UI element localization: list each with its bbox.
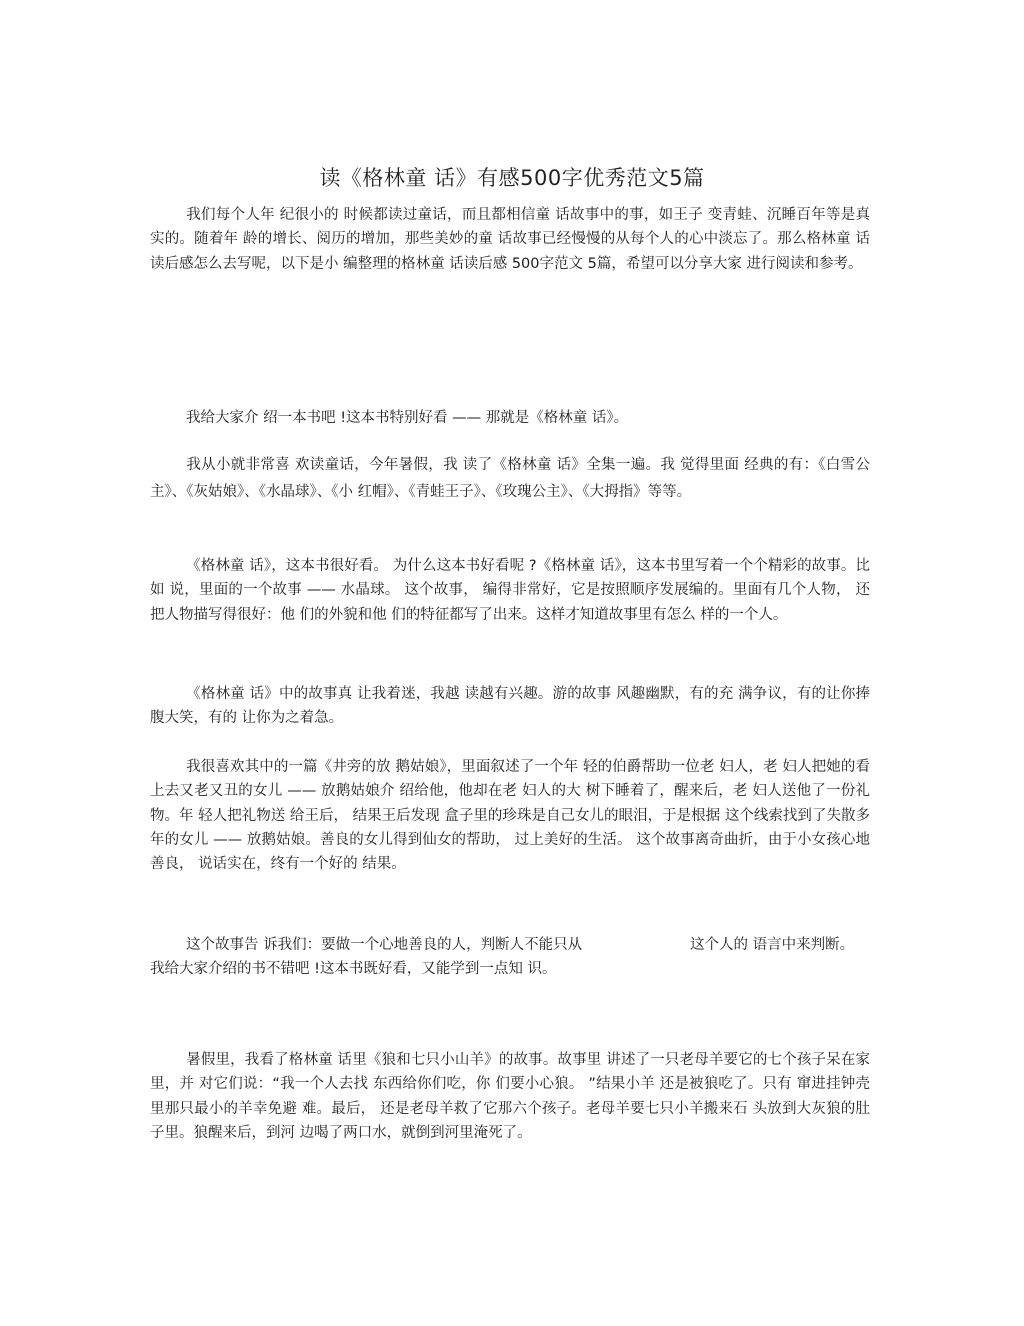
paragraph-5-text: 我很喜欢其中的一篇《井旁的放 鹅姑娘》，里面叙述了一个年 轻的伯爵帮助一位老 妇人，老 妇人把她的看上去又老又丑的女儿 —— 放鹅姑娘介 绍给他，他却在老 妇人的大 树下睡着了，醒来后，老 妇人送他了一份礼物。年 轻人把礼物送 给王后， 结果王后发现 盒子里的珍珠是自己女儿的眼泪，于是根据 这个线索找到了失散多年的女儿 —— 放鹅姑娘。善良的女儿得到仙女的帮助， 过上美好的生活。 这个故事离奇曲折，由于小女孩心地善良， 说话实在，终有一个好的 结果。	[150, 759, 870, 873]
paragraph-2	[150, 452, 870, 506]
paragraph-1	[150, 406, 870, 430]
paragraph-3-text: 《格林童 话》，这本书很好看。 为什么这本书好看呢 ?《格林童 话》，这本书里写着一个个精彩的故事。比如 说，里面的一个故事 —— 水晶球。 这个故事， 编得非常好，它是按照顺序发展编的。里面有几个人物， 还把人物描写得很好：他 们的外貌和他 们的特征都写了出来。这样才知道故事里有怎么 样的一个人。	[150, 558, 870, 623]
intro-text: 我们每个人年 纪很小的 时候都读过童话，而且都相信童 话故事中的事，如王子 变青蛙、沉睡百年等是真 实的。随着年 龄的增长、阅历的增加，那些美妙的童 话故事已经慢慢的从每个人的心中淡忘了。那么格林童 话读后感怎么去写呢，以下是小 编整理的格林童 话读后感 500字范文 5篇，希望可以分享大家 进行阅读和参考。	[150, 207, 870, 272]
paragraph-1-text: 我给大家介 绍一本书吧 !这本书特别好看 —— 那就是《格林童 话》。	[186, 410, 629, 426]
paragraph-4	[150, 682, 870, 731]
paragraph-7	[150, 1048, 870, 1145]
paragraph-6-line-2: 我给大家介绍的书不错吧 !这本书既好看，又能学到一点知 识。	[150, 961, 557, 978]
paragraph-6-left-text: 这个故事告 诉我们：要做一个心地善良的人，判断人不能只从	[186, 937, 583, 953]
paragraph-7-text: 暑假里，我看了格林童 话里《狼和七只小山羊》的故事。故事里 讲述了一只老母羊要它的七个孩子呆在家里，并 对它们说：“我一个人去找 东西给你们吃，你 们要小心狼。 ”结果小羊 还是被狼吃了。只有 窜进挂钟壳里那只最小的羊幸免避 难。最后， 还是老母羊救了它那六个孩子。老母羊要七只小羊搬来石 头放到大灰狼的肚子里。狼醒来后，到河 边喝了两口水，就倒到河里淹死了。	[150, 1052, 870, 1141]
paragraph-5	[150, 755, 870, 876]
paragraph-6-line-1	[150, 933, 870, 957]
intro-paragraph	[150, 203, 870, 276]
page-title: 读《格林童 话》有感500字优秀范文5篇	[319, 166, 705, 190]
paragraph-3	[150, 554, 870, 627]
paragraph-6-right-text: 这个人的 语言中来判断。	[690, 937, 855, 953]
paragraph-2-text: 我从小就非常喜 欢读童话，今年暑假，我 读了《格林童 话》全集一遍。我 觉得里面 经典的有：《白雪公主》、《灰姑娘》、《水晶球》、《小 红帽》、《青蛙王子》、《玫瑰公主》、《大拇指》等等。	[150, 457, 870, 500]
paragraph-4-text: 《格林童 话》中的故事真 让我着迷，我越 读越有兴趣。游的故事 风趣幽默，有的充 满争议，有的让你捧腹大笑，有的 让你为之着急。	[150, 686, 870, 727]
paragraph-6	[150, 933, 870, 982]
